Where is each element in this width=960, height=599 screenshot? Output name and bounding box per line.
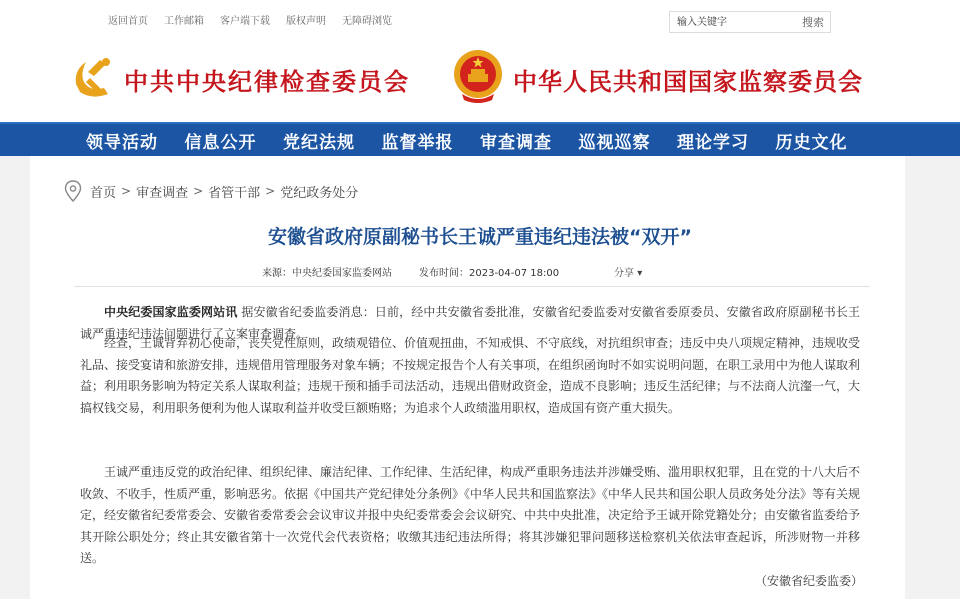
article-paragraph-2: 经查，王诚背弃初心使命，丧失党性原则，政绩观错位、价值观扭曲，不知戒惧、不守底线，对抗组织审查；违反中央八项规定精神，违规收受礼品、接受宴请和旅游安排，违规借用管理服务对象车辆；不按规定报告个人有关事项，在组织函询时不如实说明问题，在职工录用中为他人谋取利益；利用职务影响为特定关系人谋取利益；违规干预和插手司法活动，违规出借财政资金，造成不良影响；违反生活纪律；与不法商人沆瀣一气，大搞权钱交易，利用职务便利为他人谋取利益并收受巨额贿赂；为追求个人政绩滥用职权，造成国有资产重大损失。 — [80, 336, 861, 415]
nav-leadership[interactable]: 领导活动 — [86, 133, 158, 153]
link-home[interactable]: 返回首页 — [108, 16, 148, 27]
lead-source: 中央纪委国家监委网站讯 — [104, 305, 238, 319]
link-copyright[interactable]: 版权声明 — [286, 16, 326, 27]
search-box — [669, 11, 831, 33]
nav-history[interactable]: 历史文化 — [775, 133, 848, 153]
breadcrumb-separator: > — [193, 184, 204, 198]
share-label: 分享 — [614, 268, 634, 279]
nav-inspection[interactable]: 巡视巡察 — [578, 133, 651, 153]
link-client-download[interactable]: 客户端下载 — [220, 16, 270, 27]
search-input[interactable] — [670, 13, 780, 31]
divider — [74, 286, 870, 287]
nav-theory[interactable]: 理论学习 — [677, 133, 749, 153]
breadcrumb-separator: > — [265, 184, 276, 198]
article-paragraph-3: 王诚严重违反党的政治纪律、组织纪律、廉洁纪律、工作纪律、生活纪律，构成严重职务违法并涉嫌受贿、滥用职权犯罪，且在党的十八大后不收敛、不收手，性质严重，影响恶劣。依据《中国共产党纪律处分条例》《中华人民共和国监察法》《中华人民共和国公职人员政务处分法》等有关规定，经安徽省纪委常委会、安徽省委常委会会议审议并报中央纪委常委会会议研究、中共中央批准，决定给予王诚开除党籍处分；由安徽省监委给予其开除公职处分；终止其安徽省第十一次党代会代表资格；收缴其违纪违法所得；将其涉嫌犯罪问题移送检察机关依法审查起诉，所涉财物一并移送。 — [80, 465, 861, 565]
article-source: 来源：中央纪委国家监委网站 — [262, 268, 392, 279]
main-nav — [0, 122, 960, 156]
link-work-email[interactable]: 工作邮箱 — [164, 16, 204, 27]
article-publish-time: 发布时间：2023-04-07 18:00 — [419, 268, 560, 279]
breadcrumb — [64, 180, 358, 202]
nav-investigation[interactable]: 审查调查 — [480, 133, 552, 153]
top-links — [108, 12, 392, 27]
article-title: 安徽省政府原副秘书长王诚严重违纪违法被“双开” — [268, 226, 692, 248]
article-source-note: （安徽省纪委监委） — [755, 574, 864, 588]
caret-down-icon: ▾ — [637, 268, 643, 279]
search-button[interactable]: 搜索 — [802, 16, 824, 29]
nav-regulations[interactable]: 党纪法规 — [283, 133, 355, 153]
top-utility-bar — [0, 0, 960, 38]
breadcrumb-discipline-punishment[interactable]: 党纪政务处分 — [280, 185, 359, 201]
breadcrumb-provincial-cadres[interactable]: 省管干部 — [208, 185, 261, 201]
state-commission-title: 中华人民共和国国家监察委员会 — [513, 67, 863, 96]
national-emblem-icon — [452, 48, 504, 104]
paragraph-1-text: 据安徽省纪委监委消息：日前，经中共安徽省委批准，安徽省纪委监委对安徽省委原委员、安徽省政府原副秘书长王诚严重违纪违法问题进行了立案审查调查。 — [80, 305, 860, 341]
breadcrumb-separator: > — [121, 184, 132, 198]
breadcrumb-investigation[interactable]: 审查调查 — [136, 185, 189, 201]
cpc-commission-title: 中共中央纪律检查委员会 — [124, 67, 410, 96]
location-pin-icon — [64, 180, 82, 202]
nav-info-disclosure[interactable]: 信息公开 — [184, 133, 257, 153]
link-accessibility[interactable]: 无障碍浏览 — [342, 16, 392, 27]
party-emblem-icon — [66, 52, 116, 102]
share-dropdown[interactable] — [614, 264, 642, 279]
site-header — [0, 38, 960, 122]
breadcrumb-home[interactable]: 首页 — [90, 185, 117, 201]
nav-report[interactable]: 监督举报 — [381, 133, 454, 153]
